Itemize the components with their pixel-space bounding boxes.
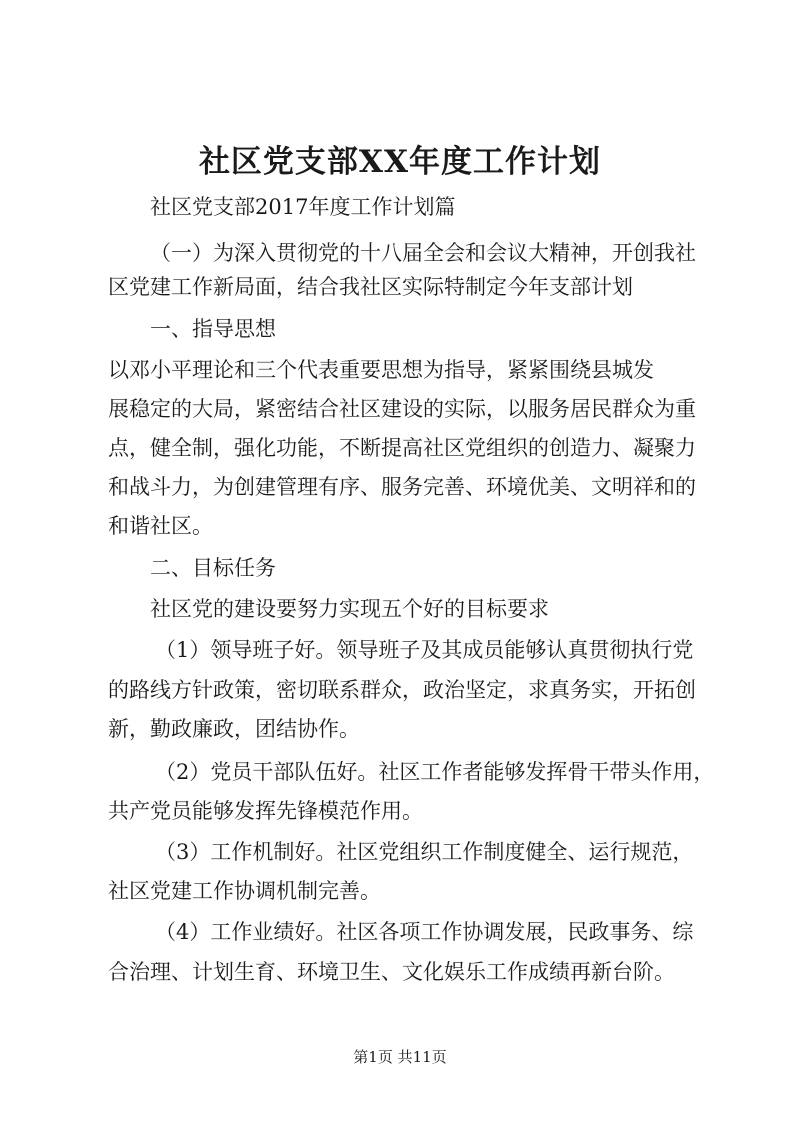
body-line: 社区党支部2017年度工作计划篇	[150, 195, 456, 219]
body-line: （3）工作机制好。社区党组织工作制度健全、运行规范，	[155, 840, 694, 864]
body-line: 合治理、计划生育、环境卫生、文化娱乐工作成绩再新台阶。	[108, 960, 675, 984]
body-line: 新，勤政廉政，团结协作。	[108, 717, 360, 741]
body-line: 的路线方针政策，密切联系群众，政治坚定，求真务实，开拓创	[108, 678, 696, 702]
body-line: 展稳定的大局，紧密结合社区建设的实际，以服务居民群众为重	[108, 397, 696, 421]
body-line: 社区党的建设要努力实现五个好的目标要求	[150, 597, 549, 621]
body-line: 共产党员能够发挥先锋模范作用。	[108, 799, 423, 823]
body-line: 区党建工作新局面，结合我社区实际特制定今年支部计划	[108, 275, 633, 299]
body-line: 社区党建工作协调机制完善。	[108, 879, 381, 903]
body-line: 以邓小平理论和三个代表重要思想为指导，紧紧围绕县城发	[108, 358, 654, 382]
body-line: 和谐社区。	[108, 514, 213, 538]
body-line: （一）为深入贯彻党的十八届全会和会议大精神，开创我社	[150, 241, 696, 265]
page-number: 第1页 共11页	[353, 1048, 447, 1066]
page-title: 社区党支部XX年度工作计划	[198, 144, 602, 180]
body-line: （4）工作业绩好。社区各项工作协调发展，民政事务、综	[155, 920, 694, 944]
section-heading: 二、目标任务	[150, 556, 276, 580]
section-heading: 一、指导思想	[150, 317, 276, 341]
body-line: （2）党员干部队伍好。社区工作者能够发挥骨干带头作用，	[155, 760, 715, 784]
body-line: 点，健全制，强化功能，不断提高社区党组织的创造力、凝聚力	[108, 436, 696, 460]
body-line: 和战斗力，为创建管理有序、服务完善、环境优美、文明祥和的	[108, 475, 696, 499]
body-line: （1）领导班子好。领导班子及其成员能够认真贯彻执行党	[155, 638, 694, 662]
